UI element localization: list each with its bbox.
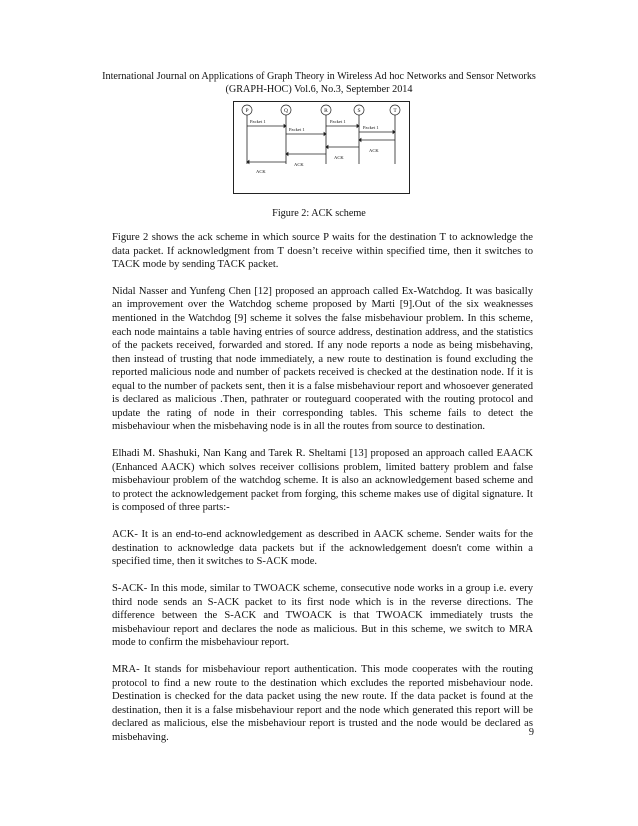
ack-label-1: ACK bbox=[369, 148, 379, 153]
packet-label-4: Packet 1 bbox=[363, 125, 379, 130]
ack-scheme-figure bbox=[233, 101, 410, 194]
packet-label-1: Packet 1 bbox=[250, 119, 266, 124]
paragraph: Elhadi M. Shashuki, Nan Kang and Tarek R. Sheltami [13] proposed an approach called EAACK (Enhanced AACK) which solves receiver collisions problem, limited battery problem and false misbehaviour problem of the watchdog scheme. It is also an acknowledgement based scheme and to protect the acknowledgement packet from forging, this scheme makes use of digital signature. It is composed of three parts:- bbox=[112, 448, 533, 514]
paragraph: Nidal Nasser and Yunfeng Chen [12] proposed an approach called Ex-Watchdog. It was basically an improvement over the Watchdog scheme proposed by Marti [9].Out of the six weaknesses mentioned in the Watchdog [9] scheme it solves the false misbehaviour problem. In this scheme, each node maintains a table having entries of source address, destination address, and the statistics of the packets received, forwarded and stored. If any node reports a node as being misbehaving, then instead of trusting that node immediately, a new route to destination is found excluding the reported malicious node and number of packets received is checked at the destination node. If it is equal to the number of packets sent, then it is a false misbehaviour report and whosoever generated is declared as malicious .Then, pathrater or routeguard cooperated with the routing protocol and update the rating of node in their corresponding tables. This scheme fails to detect the misbehaviour when the misbehaving node is in all the routes from source to destination. bbox=[112, 285, 533, 433]
packet-label-3: Packet 1 bbox=[330, 119, 346, 124]
paragraph: MRA- It stands for misbehaviour report authentication. This mode cooperates with the routing protocol to find a new route to the destination which excludes the reported misbehaviour node. Destination is checked for the data packet using the new route. If the data packet is found at the destination, then it is a false misbehaviour report and the node which generated this report will be declared as malicious, else the misbehaviour report is trusted and the node would be declared as misbehaving. bbox=[112, 664, 533, 743]
ack-label-4: ACK bbox=[256, 169, 266, 174]
paragraph: S-ACK- In this mode, similar to TWOACK scheme, consecutive node works in a group i.e. every third node sends an S-ACK packet to its first node which is in the reverse directions. The difference between the S-ACK and TWOACK is that TWOACK immediately trusts the misbehaviour report and declares the node as malicious. But in this scheme, we switch to MRA mode to confirm the misbehaviour report. bbox=[112, 583, 533, 649]
body-text bbox=[112, 231, 533, 758]
journal-title: International Journal on Applications of Graph Theory in Wireless Ad hoc Networks and Sensor Networks bbox=[102, 71, 536, 82]
ack-scheme-diagram bbox=[234, 102, 409, 193]
node-s-label: S bbox=[357, 108, 361, 114]
paragraph: ACK- It is an end-to-end acknowledgement as described in AACK scheme. Sender waits for the destination to acknowledge data packets but if the acknowledgement doesn't come within a specified time, then it switches to S-ACK mode. bbox=[112, 529, 533, 568]
ack-label-3: ACK bbox=[294, 162, 304, 167]
running-header bbox=[60, 70, 578, 96]
journal-volume: (GRAPH-HOC) Vol.6, No.3, September 2014 bbox=[225, 84, 413, 96]
figure-caption: Figure 2: ACK scheme bbox=[272, 208, 366, 219]
packet-label-2: Packet 1 bbox=[289, 127, 305, 132]
node-p-label: P bbox=[245, 108, 249, 114]
node-r-label: R bbox=[324, 108, 328, 114]
paragraph: Figure 2 shows the ack scheme in which source P waits for the destination T to acknowledge the data packet. If acknowledgment from T doesn’t receive within specified time, then it switches to TACK mode by sending TACK packet. bbox=[112, 232, 533, 271]
ack-label-2: ACK bbox=[334, 155, 344, 160]
page-number: 9 bbox=[528, 727, 534, 738]
node-q-label: Q bbox=[284, 108, 288, 114]
node-t-label: T bbox=[393, 108, 397, 114]
